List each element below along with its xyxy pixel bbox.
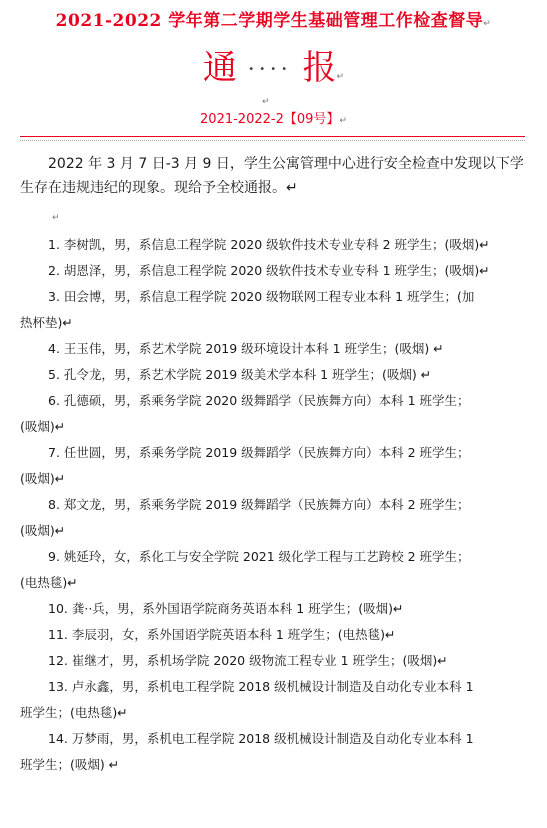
header-title-text: 2021-2022 学年第二学期学生基础管理工作检查督导: [55, 11, 484, 31]
header-divider: [20, 136, 525, 137]
list-item: [20, 648, 530, 674]
list-item-line-continued: 热杯垫)↵: [20, 315, 73, 330]
notice-title: [0, 40, 547, 89]
list-item-line: 4. 王玉伟，男，系艺术学院 2019 级环境设计本科 1 班学生；(吸烟) ↵: [48, 341, 444, 356]
list-item-line: 13. 卢永鑫，男，系机电工程学院 2018 级机械设计制造及自动化专业本科 1: [48, 679, 474, 694]
list-item-line: 12. 崔继才，男，系机场学院 2020 级物流工程专业 1 班学生；(吸烟)↵: [48, 653, 448, 668]
list-item-line: 6. 孔德硕，男，系乘务学院 2020 级舞蹈学（民族舞方向）本科 1 班学生；: [48, 393, 470, 408]
list-item-line-continued: (吸烟)↵: [20, 471, 66, 486]
notice-title-right: 报: [302, 48, 337, 88]
list-item: [20, 336, 530, 362]
list-item-line: 5. 孔令龙，男，系艺术学院 2019 级美术学本科 1 班学生；(吸烟) ↵: [48, 367, 432, 382]
document-number-text: 2021-2022-2【09号】: [200, 112, 340, 127]
paragraph-mark: ↵: [339, 116, 347, 126]
list-item-line: 1. 李树凯，男，系信息工程学院 2020 级软件技术专业专科 2 班学生；(吸烟)↵: [48, 237, 490, 252]
document-header-title: [0, 6, 547, 31]
list-item-line: 8. 郑文龙，男，系乘务学院 2019 级舞蹈学（民族舞方向）本科 2 班学生；: [48, 497, 470, 512]
list-item: [20, 726, 530, 778]
list-item-line-continued: (电热毯)↵: [20, 575, 78, 590]
list-item-line: 7. 任世圆，男，系乘务学院 2019 级舞蹈学（民族舞方向）本科 2 班学生；: [48, 445, 470, 460]
paragraph-mark: ↵: [336, 72, 345, 82]
document-number: [0, 108, 547, 127]
list-item-line: 10. 龚··兵，男，系外国语学院商务英语本科 1 班学生；(吸烟)↵: [48, 601, 404, 616]
list-item: [20, 258, 530, 284]
paragraph-mark: ↵: [483, 19, 492, 29]
list-item-line-continued: 班学生；(吸烟) ↵: [20, 757, 120, 772]
paragraph-mark: ↵: [52, 213, 60, 223]
list-item: [20, 596, 530, 622]
list-item-line-continued: (吸烟)↵: [20, 523, 66, 538]
violation-list: [20, 232, 530, 778]
list-item: [20, 622, 530, 648]
list-item-line: 9. 姚延玲，女，系化工与安全学院 2021 级化学工程与工艺跨校 2 班学生；: [48, 549, 470, 564]
list-item-line: 14. 万梦雨，男，系机电工程学院 2018 级机械设计制造及自动化专业本科 1: [48, 731, 474, 746]
list-item: [20, 440, 530, 492]
list-item: [20, 544, 530, 596]
list-item-line: 11. 李辰羽，女，系外国语学院英语本科 1 班学生；(电热毯)↵: [48, 627, 396, 642]
list-item: [20, 492, 530, 544]
notice-title-left: 通: [202, 48, 237, 88]
list-item: [20, 232, 530, 258]
list-item: [20, 388, 530, 440]
intro-paragraph: 2022 年 3 月 7 日-3 月 9 日，学生公寓管理中心进行安全检查中发现以下学生存在违规违纪的现象。现给予全校通报。↵: [20, 156, 524, 196]
list-item: [20, 362, 530, 388]
notice-title-dots: ····: [247, 57, 292, 83]
list-item-line-continued: 班学生；(电热毯)↵: [20, 705, 128, 720]
paragraph-mark: ↵: [262, 97, 270, 107]
list-item: [20, 284, 530, 336]
list-item-line: 3. 田会博，男，系信息工程学院 2020 级物联网工程专业本科 1 班学生；(加: [48, 289, 475, 304]
header-divider-dotted: [20, 140, 525, 141]
list-item-line: 2. 胡恩泽，男，系信息工程学院 2020 级软件技术专业专科 1 班学生；(吸烟)↵: [48, 263, 490, 278]
list-item-line-continued: (吸烟)↵: [20, 419, 66, 434]
list-item: [20, 674, 530, 726]
